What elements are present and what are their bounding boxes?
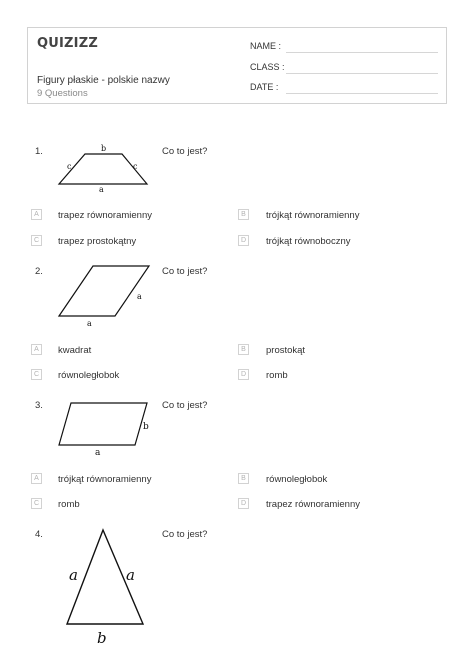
date-field[interactable] [286,93,438,94]
question-3-prompt: Co to jest? [162,400,208,411]
q3-option-b-letter[interactable]: B [238,473,249,484]
question-1-prompt: Co to jest? [162,146,208,157]
q1-option-d-text[interactable]: trójkąt równoboczny [266,236,351,247]
worksheet-header [27,27,447,104]
q2-option-a-letter[interactable]: A [31,344,42,355]
question-4-number: 4. [35,529,43,540]
q3-option-c-text[interactable]: romb [58,499,80,510]
q1-label-top: b [101,144,107,153]
q3-label-right: b [143,422,149,432]
question-4-prompt: Co to jest? [162,529,208,540]
q3-option-a-text[interactable]: trójkąt równoramienny [58,474,152,485]
q1-option-c-text[interactable]: trapez prostokątny [58,236,137,247]
q1-label-right: c [133,162,138,171]
q2-label-right: a [137,292,142,301]
question-3-number: 3. [35,400,43,411]
q4-label-right: a [126,566,135,584]
class-field[interactable] [286,73,438,74]
q2-option-b-letter[interactable]: B [238,344,249,355]
name-label: NAME : [250,41,282,51]
name-field[interactable] [286,52,438,53]
q1-option-a-text[interactable]: trapez równoramienny [58,210,152,221]
q1-option-a-letter[interactable]: A [31,209,42,220]
q2-option-c-letter[interactable]: C [31,369,42,380]
q2-option-d-text[interactable]: romb [266,370,288,381]
class-label: CLASS : [250,62,285,72]
q2-option-b-text[interactable]: prostokąt [266,345,306,356]
q2-option-c-text[interactable]: równoległobok [58,370,120,381]
date-label: DATE : [250,82,279,92]
q3-option-d-letter[interactable]: D [238,498,249,509]
q1-option-d-letter[interactable]: D [238,235,249,246]
question-4-isosceles-triangle-figure [55,522,155,650]
q2-label-bottom: a [87,319,92,328]
q3-label-bottom: a [95,448,101,457]
q1-label-bottom: a [99,185,104,194]
question-count: 9 Questions [37,88,88,99]
q3-option-c-letter[interactable]: C [31,498,42,509]
worksheet-title: Figury płaskie - polskie nazwy [37,75,170,86]
question-1-number: 1. [35,146,43,157]
q1-label-left: c [67,162,72,171]
q3-option-b-text[interactable]: równoległobok [266,474,328,485]
q1-option-c-letter[interactable]: C [31,235,42,246]
q3-option-d-text[interactable]: trapez równoramienny [266,499,360,510]
q2-option-a-text[interactable]: kwadrat [58,345,92,356]
question-1-trapezoid-figure [55,140,155,194]
question-3-parallelogram-figure [55,397,155,457]
q1-option-b-letter[interactable]: B [238,209,249,220]
question-2-prompt: Co to jest? [162,266,208,277]
q4-label-bottom: b [97,629,107,647]
q4-label-left: a [69,566,78,584]
q1-option-b-text[interactable]: trójkąt równoramienny [266,210,360,221]
question-2-rhombus-figure [55,262,155,330]
question-2-number: 2. [35,266,43,277]
q3-option-a-letter[interactable]: A [31,473,42,484]
quizizz-logo: QUIZIZZ [37,36,98,51]
q2-option-d-letter[interactable]: D [238,369,249,380]
